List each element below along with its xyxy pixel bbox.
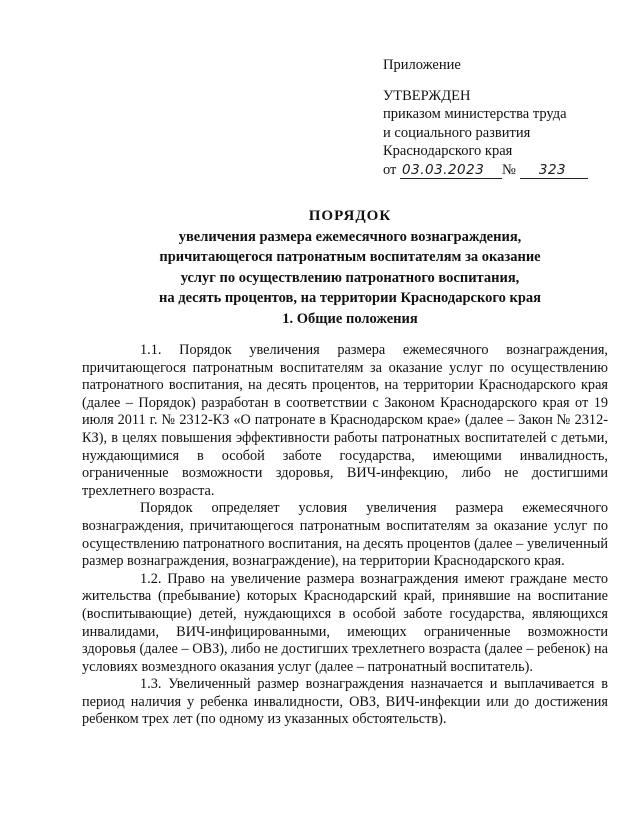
date-prefix: от [383, 161, 397, 178]
appendix-label: Приложение [383, 57, 461, 73]
date-number-line [383, 161, 623, 180]
number-prefix: № [502, 161, 516, 178]
paragraph-1-3: 1.3. Увеличенный размер вознаграждения назначается и выплачивается в период наличия у ребенка инвалидности, ОВЗ, ВИЧ-инфекции или до достижения ребенком трех лет (по одному из указанных обстоятельств). [82, 676, 608, 728]
approval-block [383, 56, 623, 179]
body-text [82, 342, 608, 729]
title-line-2: причитающегося патронатным воспитателям за оказание [159, 249, 541, 265]
order-line-1: приказом министерства труда [383, 106, 567, 122]
document-title [80, 206, 620, 309]
handwritten-date: 03.03.2023 [400, 163, 502, 179]
paragraph-1-2: 1.2. Право на увеличение размера вознаграждения имеют граждане место жительства (пребывание) которых Краснодарский край, принявшие на воспитание (воспитывающие) детей, нуждающихся в особой заботе государства, являющихся инвалидами, ВИЧ-инфицированными, имеющих ограниченные возможности здоровья (далее – ОВЗ), либо не достигших трехлетнего возраста (далее – ребенок) на условиях возмездного оказания услуг (далее – патронатный воспитатель). [82, 570, 608, 675]
section-heading: 1. Общие положения [282, 311, 418, 327]
approved-label: УТВЕРЖДЕН [383, 87, 471, 104]
order-line-2: и социального развития [383, 124, 531, 141]
paragraph-scope: Порядок определяет условия увеличения размера ежемесячного вознаграждения, причитающегося патронатным воспитателям за оказание услуг по осуществлению патронатного воспитания, на десять процентов (далее – увеличенный размер вознаграждения, вознаграждение), на территории Краснодарского края. [82, 500, 608, 570]
title-line-4: на десять процентов, на территории Краснодарского края [159, 290, 541, 306]
title-main: ПОРЯДОК [308, 208, 392, 224]
handwritten-number: 323 [520, 163, 588, 179]
order-line-3: Краснодарского края [383, 143, 513, 159]
title-line-3: услуг по осуществлению патронатного воспитания, [180, 269, 520, 286]
title-line-1: увеличения размера ежемесячного вознаграждения, [178, 228, 522, 245]
paragraph-1-1: 1.1. Порядок увеличения размера ежемесячного вознаграждения, причитающегося патронатным воспитателям за оказание услуг по осуществлению патронатного воспитания, на десять процентов, на территории Краснодарского края (далее – Порядок) разработан в соответствии с Законом Краснодарского края от 19 июля 2011 г. № 2312-КЗ «О патронате в Краснодарском крае» (далее – Закон № 2312-КЗ), в целях повышения эффективности работы патронатных воспитателей с детьми, нуждающимися в особой заботе государства, имеющими инвалидность, ограниченные возможности здоровья, ВИЧ-инфекцию, либо не достигшими трехлетнего возраста. [82, 342, 608, 499]
